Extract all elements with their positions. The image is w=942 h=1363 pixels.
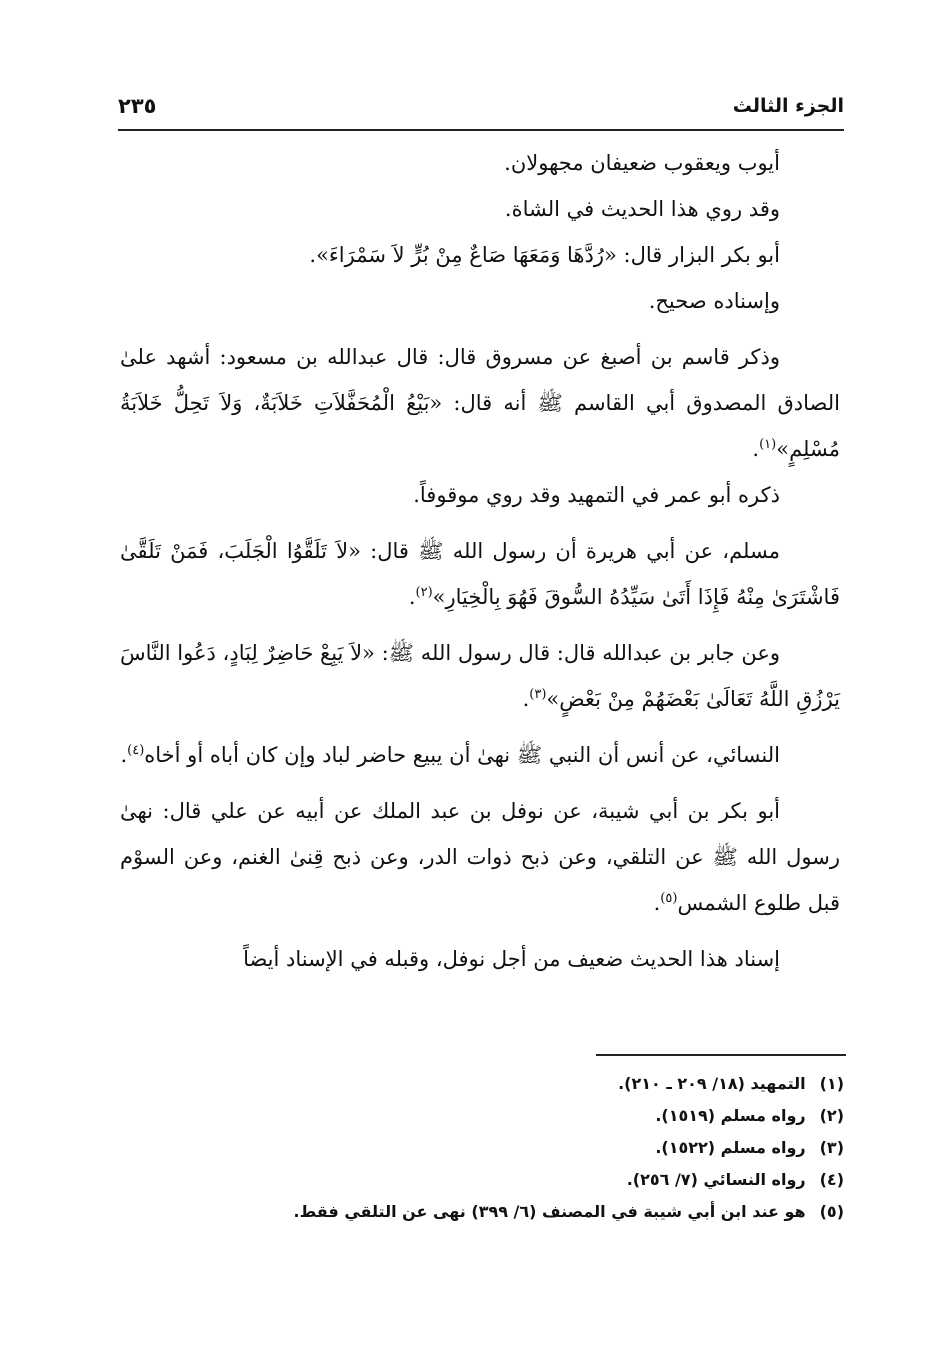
- paragraph: وقد روي هذا الحديث في الشاة.: [504, 197, 780, 221]
- paragraph: أبو بكر بن أبي شيبة، عن نوفل بن عبد الملك عن أبيه عن علي قال: نهىٰ رسول الله ﷺ عن التلقي، وعن ذبح ذوات الدر، وعن ذبح قِنىٰ الغنم، وعن السوْم قبل طلوع الشمس$^{(٥)}$.: [120, 799, 840, 915]
- running-header: [118, 88, 844, 124]
- paragraph: أيوب ويعقوب ضعيفان مجهولان.: [504, 151, 780, 175]
- paragraph: إسناد هذا الحديث ضعيف من أجل نوفل، وقبله في الإسناد أيضاً: [243, 947, 780, 971]
- part-title: الجزء الثالث: [732, 95, 844, 117]
- footnote-text: رواه مسلم (١٥٢٢).: [655, 1138, 806, 1157]
- footnote-ref: (٤): [127, 743, 145, 758]
- paragraph: مسلم، عن أبي هريرة أن رسول الله ﷺ قال: «لاَ تَلَقَّوُا الْجَلَبَ، فَمَنْ تَلَقَّىٰ فَاشْتَرَىٰ مِنْهُ فَإِذَا أَتَىٰ سَيِّدُهُ السُّوقَ فَهُوَ بِالْخِيَارِ»$^{(٢)}$.: [120, 539, 840, 609]
- footnote-ref: (٢): [415, 585, 433, 600]
- paragraph: أبو بكر البزار قال: «رُدَّهَا وَمَعَهَا صَاعٌ مِنْ بُرٍّ لاَ سَمْرَاءَ».: [309, 243, 780, 267]
- paragraph: وعن جابر بن عبدالله قال: قال رسول الله ﷺ: «لاَ يَبِعْ حَاضِرٌ لِبَادٍ، دَعُوا النَّاسَ يَرْزُقِ اللَّهُ تَعَالَىٰ بَعْضَهُمْ مِنْ بَعْضٍ»$^{(٣)}$.: [120, 641, 840, 711]
- footnote-rule: [596, 1054, 846, 1056]
- footnote-text: رواه مسلم (١٥١٩).: [655, 1106, 806, 1125]
- footnote: [120, 1164, 844, 1196]
- footnote-text: رواه النسائي (٧/ ٢٥٦).: [626, 1170, 806, 1189]
- main-text: [120, 140, 840, 982]
- header-rule: [118, 129, 844, 131]
- footnote: [120, 1100, 844, 1132]
- footnote: [120, 1196, 844, 1228]
- footnote-number: (٤): [819, 1170, 844, 1189]
- footnote-number: (٥): [819, 1202, 844, 1221]
- footnotes: [120, 1068, 844, 1228]
- footnote-ref: (٣): [529, 687, 547, 702]
- footnote-text: التمهيد (١٨/ ٢٠٩ ـ ٢١٠).: [618, 1074, 806, 1093]
- footnote: [120, 1068, 844, 1100]
- footnote-ref: (١): [759, 437, 777, 452]
- paragraph: النسائي، عن أنس أن النبي ﷺ نهىٰ أن يبيع حاضر لباد وإن كان أباه أو أخاه$^{(٤)}$.: [120, 743, 780, 767]
- footnote-number: (٣): [819, 1138, 844, 1157]
- page-number: ٢٣٥: [118, 94, 157, 118]
- footnote-number: (١): [819, 1074, 844, 1093]
- paragraph: وذكر قاسم بن أصبغ عن مسروق قال: قال عبدالله بن مسعود: أشهد علىٰ الصادق المصدوق أبي القاسم ﷺ أنه قال: «بَيْعُ الْمُحَفَّلاَتِ خَلاَبَةٌ، وَلاَ تَحِلُّ خَلاَبَةُ مُسْلِمٍ»$^{(١)}$.: [120, 345, 840, 461]
- footnote: [120, 1132, 844, 1164]
- footnote-text: هو عند ابن أبي شيبة في المصنف (٦/ ٣٩٩) نهى عن التلقي فقط.: [293, 1202, 806, 1221]
- footnote-ref: (٥): [660, 891, 678, 906]
- paragraph: ذكره أبو عمر في التمهيد وقد روي موقوفاً.: [413, 483, 780, 507]
- paragraph: وإسناده صحيح.: [648, 289, 780, 313]
- footnote-number: (٢): [819, 1106, 844, 1125]
